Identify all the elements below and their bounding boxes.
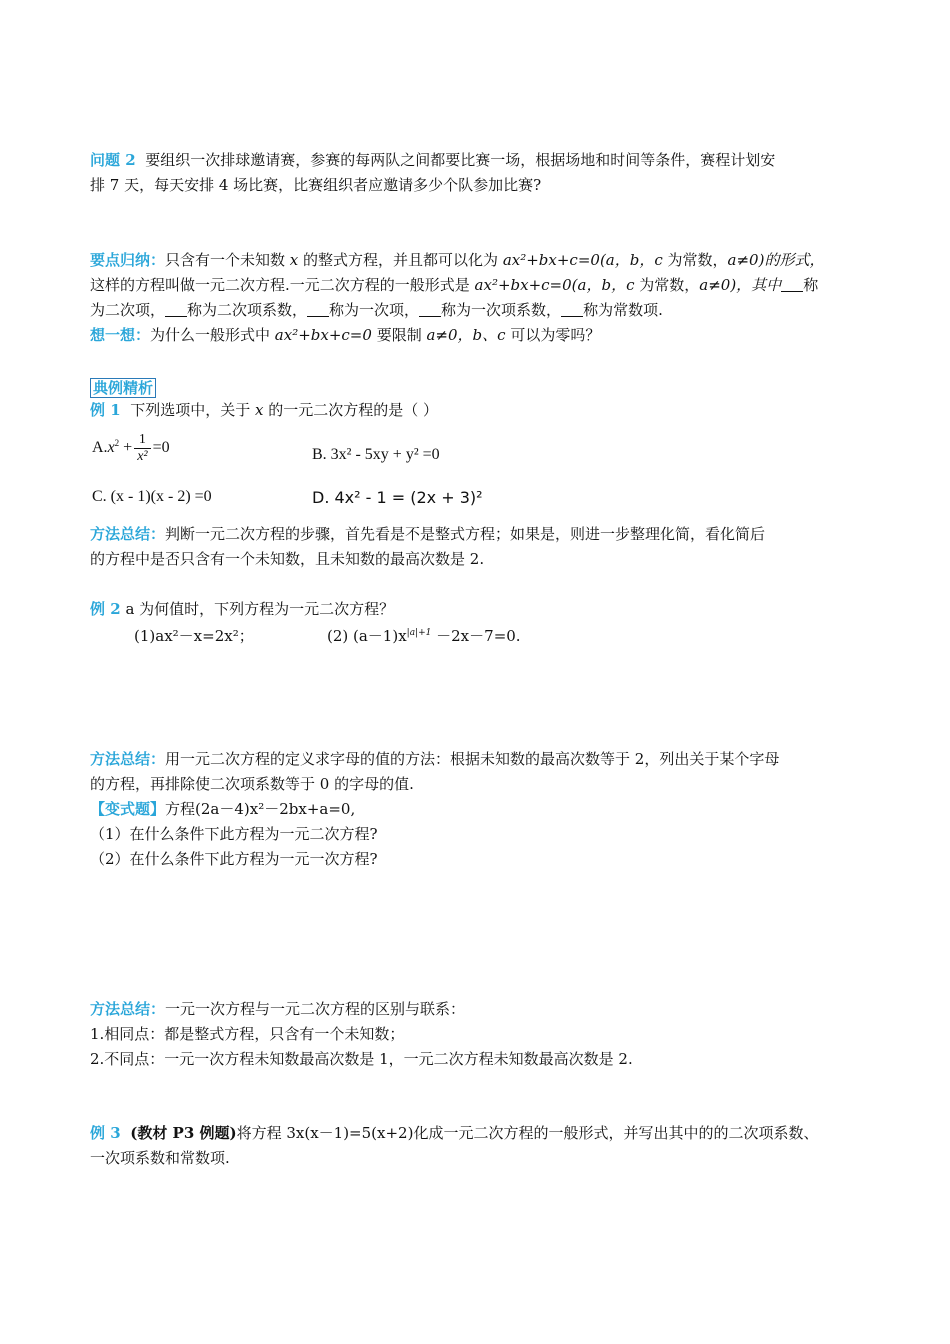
key-points-text: 为常数， [634, 276, 700, 294]
option-c[interactable]: C. (x - 1)(x - 2) =0 [92, 488, 212, 505]
think-eq: ax²+bx+c=0 [274, 326, 372, 344]
blank[interactable] [561, 302, 583, 317]
method-line: 一元一次方程与一元二次方程的区别与联系： [165, 1000, 466, 1018]
fraction-denominator: x² [137, 449, 148, 464]
var-x: x [255, 401, 264, 419]
example-1-text: 下列选项中，关于 [130, 401, 255, 419]
example-3-label: 例 3 [90, 1124, 121, 1142]
variant-label: 【变式题】 [90, 800, 166, 818]
fraction-numerator: 1 [134, 432, 150, 449]
option-a-plus: + [123, 439, 133, 457]
key-points-text: 称为一次项系数， [441, 301, 562, 319]
method-line: 用一元二次方程的定义求字母的值的方法：根据未知数的最高次数等于 2，列出关于某个字母 [165, 750, 780, 768]
method-line: 2.不同点：一元一次方程未知数最高次数是 1，一元二次方程未知数最高次数是 2. [90, 1050, 633, 1068]
method-label: 方法总结： [90, 750, 166, 768]
var-x: x [289, 251, 299, 269]
option-a-fraction [134, 432, 150, 465]
variant-text: 方程(2a－4)x²－2bx+a=0, [165, 800, 356, 818]
blank[interactable] [781, 277, 803, 292]
think-text: 可以为零吗？ [505, 326, 601, 344]
think-text: 为什么一般形式中 [150, 326, 275, 344]
problem-2-line2: 排 7 天，每天安排 4 场比赛，比赛组织者应邀请多少个队参加比赛? [90, 176, 542, 194]
condition-text: a≠0)的形式， [727, 251, 825, 269]
part2-text: (2) (a－1)x [327, 627, 407, 645]
example-2-part1: (1)ax²－x=2x²； [134, 627, 254, 645]
key-points-text: 为二次项， [90, 301, 166, 319]
example-2-label: 例 2 [90, 600, 121, 618]
key-points-text: 称为常数项. [583, 301, 663, 319]
option-a[interactable]: $A.x^2$ + $\frac{1}{\text{x²}}$ =0 [92, 432, 170, 464]
example-3-source: (教材 P3 例题) [130, 1124, 237, 1142]
blank[interactable] [165, 302, 187, 317]
general-form-eq: ax²+bx+c=0(a，b，c [502, 251, 663, 269]
example-2-text: a 为何值时，下列方程为一元二次方程？ [120, 600, 395, 618]
method-label: 方法总结： [90, 525, 166, 543]
think-condition: a≠0，b、c [426, 326, 506, 344]
key-points-text: 这样的方程叫做一元二次方程.一元二次方程的一般形式是 [90, 276, 475, 294]
example-2 [90, 597, 865, 650]
example-1-text: 的一元二次方程的是（ ） [263, 401, 439, 419]
option-a-term: x [107, 439, 115, 457]
method-line: 1.相同点：都是整式方程，只含有一个未知数； [90, 1025, 405, 1043]
option-a-end: =0 [152, 439, 170, 457]
key-points-text: 只含有一个未知数 [165, 251, 290, 269]
part2-end: －2x－7=0. [431, 627, 521, 645]
key-points-text: 的整式方程，并且都可以化为 [298, 251, 503, 269]
key-points-text: 称为一次项， [329, 301, 420, 319]
problem-2-label: 问题 2 [90, 151, 136, 169]
problem-2-line1: 要组织一次排球邀请赛，参赛的每两队之间都要比赛一场，根据场地和时间等条件，赛程计划安 [145, 151, 776, 169]
method-line: 的方程中是否只含有一个未知数，且未知数的最高次数是 2. [90, 550, 485, 568]
method-summary-3 [90, 997, 865, 1072]
blank[interactable] [419, 302, 441, 317]
variant-question-2: （2）在什么条件下此方程为一元一次方程? [90, 850, 378, 868]
key-points-label: 要点归纳： [90, 251, 166, 269]
key-points-text: 称为二次项系数， [187, 301, 308, 319]
option-a-label: A. [92, 439, 108, 457]
method-label: 方法总结： [90, 1000, 166, 1018]
method-summary-1 [90, 522, 865, 572]
key-points-text: 称 [803, 276, 819, 294]
problem-2 [90, 148, 865, 198]
method-summary-2 [90, 747, 865, 872]
method-line: 判断一元二次方程的步骤，首先看是不是整式方程；如果是，则进一步整理化简，看化简后 [165, 525, 766, 543]
example-3 [90, 1121, 865, 1171]
option-d[interactable]: D. 4x² - 1 = (2x + 3)² [312, 488, 483, 507]
section-title: 典例精析 [90, 378, 156, 398]
method-line: 的方程，再排除使二次项系数等于 0 的字母的值. [90, 775, 414, 793]
blank[interactable] [307, 302, 329, 317]
option-b[interactable]: B. 3x² - 5xy + y² =0 [312, 446, 440, 463]
think-text: 要限制 [371, 326, 427, 344]
variant-question-1: （1）在什么条件下此方程为一元二次方程? [90, 825, 378, 843]
think-label: 想一想： [90, 326, 151, 344]
example-3-line: 一次项系数和常数项. [90, 1149, 230, 1167]
example-3-line: 将方程 3x(x－1)=5(x+2)化成一元二次方程的一般形式，并写出其中的的二次项系数、 [236, 1124, 819, 1142]
general-form-eq: ax²+bx+c=0(a，b，c [474, 276, 635, 294]
condition-text: a≠0)，其中 [699, 276, 782, 294]
example-1-label: 例 1 [90, 401, 121, 419]
key-points [90, 248, 865, 348]
key-points-text: 为常数， [662, 251, 728, 269]
part2-exponent: |a|+1 [406, 628, 432, 638]
example-1 [90, 398, 865, 423]
example-2-part2 [327, 624, 521, 649]
